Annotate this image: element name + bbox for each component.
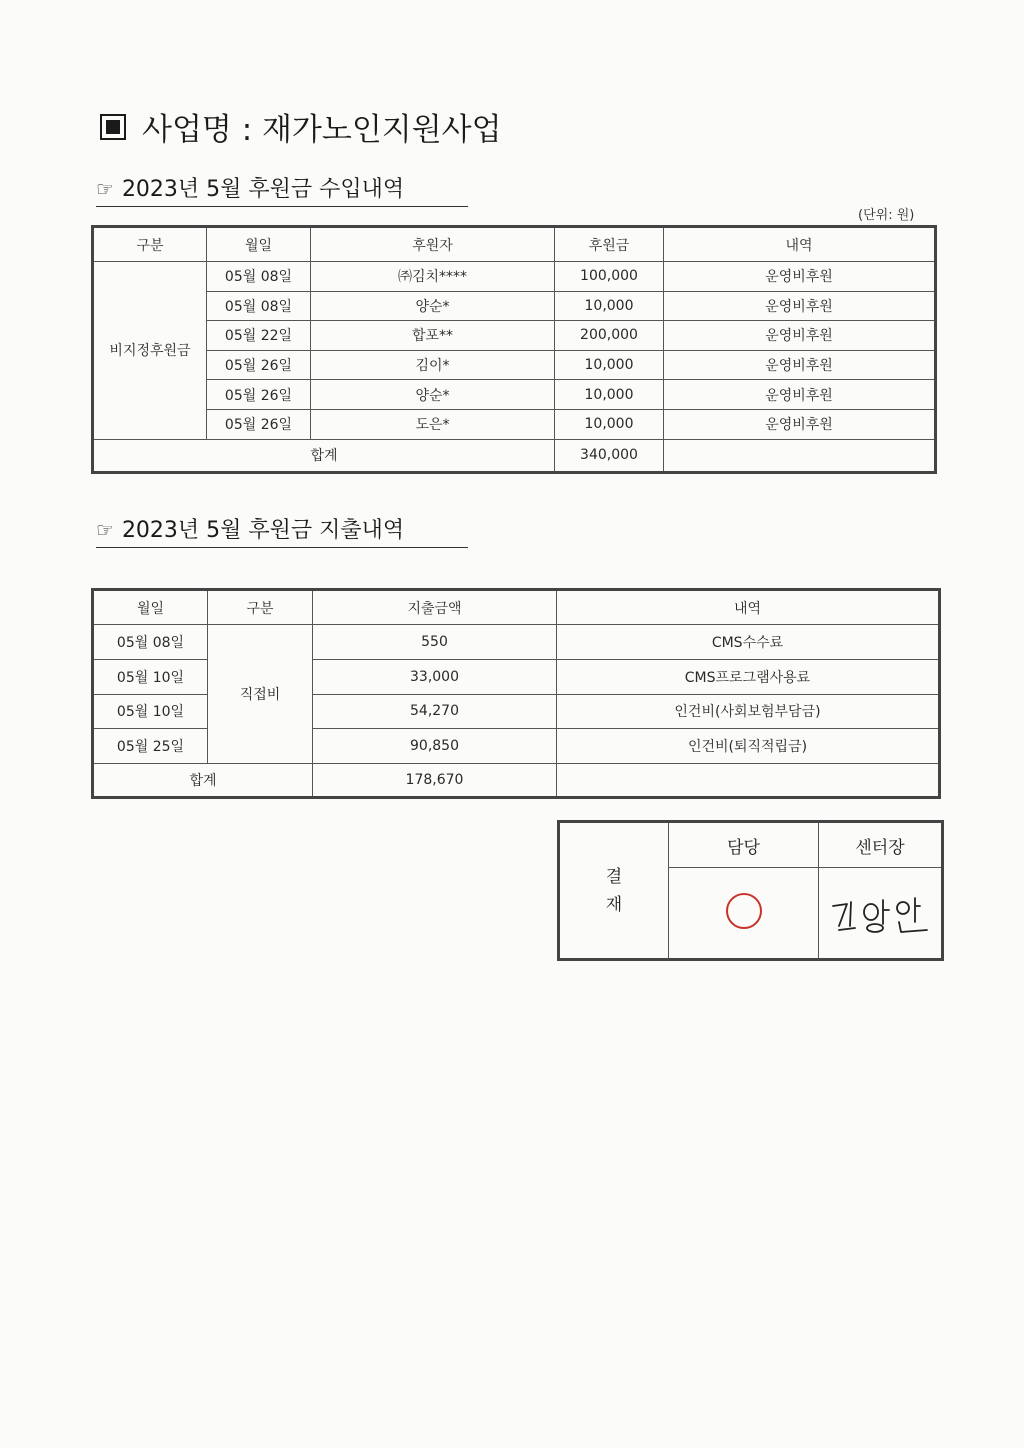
amount-cell: 200,000 <box>555 321 664 351</box>
table-row <box>93 625 940 660</box>
donor-cell: 합포** <box>311 321 555 351</box>
table-row <box>93 409 936 439</box>
table-header-row <box>93 590 940 625</box>
header-cell: 후원금 <box>555 227 664 262</box>
detail-cell: 인건비(사회보험부담금) <box>557 694 940 729</box>
total-amount: 340,000 <box>555 439 664 472</box>
empty-cell <box>664 439 936 472</box>
amount-cell: 10,000 <box>555 409 664 439</box>
table-row <box>93 321 936 351</box>
director-header: 센터장 <box>819 822 943 868</box>
donor-cell: ㈜김치**** <box>311 262 555 292</box>
table-row <box>93 350 936 380</box>
approval-label <box>559 822 669 960</box>
amount-cell: 10,000 <box>555 291 664 321</box>
seal-stamp <box>726 893 762 929</box>
header-cell: 구분 <box>208 590 313 625</box>
expense-heading <box>96 513 468 548</box>
header-cell: 월일 <box>207 227 311 262</box>
income-heading <box>96 172 468 207</box>
donor-cell: 양순* <box>311 291 555 321</box>
income-heading-text: 2023년 5월 후원금 수입내역 <box>121 177 405 202</box>
amount-cell: 10,000 <box>555 380 664 410</box>
detail-cell: 운영비후원 <box>664 291 936 321</box>
page-title <box>100 104 502 149</box>
detail-cell: CMS프로그램사용료 <box>557 659 940 694</box>
detail-cell: 운영비후원 <box>664 350 936 380</box>
date-cell: 05월 08일 <box>93 625 208 660</box>
date-cell: 05월 10일 <box>93 694 208 729</box>
approval-box <box>557 820 944 961</box>
unit-label: (단위: 원) <box>858 208 915 223</box>
staff-stamp-cell <box>669 868 819 960</box>
date-cell: 05월 08일 <box>207 262 311 292</box>
empty-cell <box>557 764 940 798</box>
header-cell: 내역 <box>664 227 936 262</box>
square-bullet-icon <box>100 114 126 140</box>
detail-cell: 인건비(퇴직적립금) <box>557 729 940 764</box>
amount-cell: 90,850 <box>313 729 557 764</box>
expense-heading-text: 2023년 5월 후원금 지출내역 <box>121 518 405 543</box>
detail-cell: 운영비후원 <box>664 262 936 292</box>
total-amount: 178,670 <box>313 764 557 798</box>
table-row <box>93 380 936 410</box>
amount-cell: 550 <box>313 625 557 660</box>
table-header-row <box>93 227 936 262</box>
approval-label-top: 결 <box>605 866 623 887</box>
amount-cell: 33,000 <box>313 659 557 694</box>
header-cell: 구분 <box>93 227 207 262</box>
detail-cell: 운영비후원 <box>664 321 936 351</box>
category-cell: 비지정후원금 <box>93 262 207 440</box>
donor-cell: 양순* <box>311 380 555 410</box>
title-text: 사업명 : 재가노인지원사업 <box>142 112 502 148</box>
date-cell: 05월 08일 <box>207 291 311 321</box>
date-cell: 05월 10일 <box>93 659 208 694</box>
director-signature-cell <box>819 868 943 960</box>
total-label: 합계 <box>93 764 313 798</box>
donor-cell: 김이* <box>311 350 555 380</box>
total-row <box>93 439 936 472</box>
header-cell: 월일 <box>93 590 208 625</box>
header-cell: 내역 <box>557 590 940 625</box>
total-label: 합계 <box>93 439 555 472</box>
amount-cell: 100,000 <box>555 262 664 292</box>
header-cell: 지출금액 <box>313 590 557 625</box>
category-cell: 직접비 <box>208 625 313 764</box>
date-cell: 05월 26일 <box>207 380 311 410</box>
amount-cell: 54,270 <box>313 694 557 729</box>
date-cell: 05월 26일 <box>207 350 311 380</box>
income-table <box>91 225 937 474</box>
total-row <box>93 764 940 798</box>
table-row <box>93 262 936 292</box>
pointing-hand-icon: ☞ <box>96 177 114 201</box>
expense-table <box>91 588 941 799</box>
header-cell: 후원자 <box>311 227 555 262</box>
date-cell: 05월 22일 <box>207 321 311 351</box>
date-cell: 05월 26일 <box>207 409 311 439</box>
amount-cell: 10,000 <box>555 350 664 380</box>
detail-cell: 운영비후원 <box>664 409 936 439</box>
handwritten-signature <box>825 888 935 938</box>
donor-cell: 도은* <box>311 409 555 439</box>
pointing-hand-icon: ☞ <box>96 518 114 542</box>
table-row <box>93 291 936 321</box>
staff-header: 담당 <box>669 822 819 868</box>
detail-cell: 운영비후원 <box>664 380 936 410</box>
detail-cell: CMS수수료 <box>557 625 940 660</box>
approval-label-bottom: 재 <box>605 894 623 915</box>
date-cell: 05월 25일 <box>93 729 208 764</box>
